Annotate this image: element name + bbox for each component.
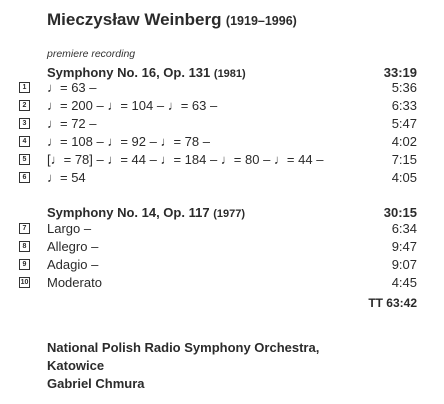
track-row [19, 134, 417, 151]
track-row [19, 257, 417, 274]
track-time: 5:47 [391, 116, 417, 131]
track-title: ♩= 200 – ♩= 104 – ♩= 63 – [47, 98, 218, 113]
track-time: 4:45 [391, 275, 417, 290]
track-number: 3 [19, 118, 30, 129]
track-time: 9:07 [391, 257, 417, 272]
track-time: 7:15 [391, 152, 417, 167]
track-number: 2 [19, 100, 30, 111]
work-title-group [47, 65, 246, 80]
track-row [19, 80, 417, 97]
track-number: 9 [19, 259, 30, 270]
track-title: ♩= 63 – [47, 80, 97, 95]
work-title-group [47, 205, 245, 220]
premiere-note: premiere recording [47, 48, 136, 60]
track-number: 5 [19, 154, 30, 165]
track-number: 4 [19, 136, 30, 147]
track-time: 4:02 [391, 134, 417, 149]
track-time: 6:34 [391, 221, 417, 236]
track-row [19, 152, 417, 169]
track-row [19, 116, 417, 133]
composer-heading [47, 10, 297, 30]
track-time: 9:47 [391, 239, 417, 254]
track-title: ♩= 108 – ♩= 92 – ♩= 78 – [47, 134, 210, 149]
track-number: 7 [19, 223, 30, 234]
track-number: 6 [19, 172, 30, 183]
performers [47, 339, 319, 393]
track-time: 4:05 [391, 170, 417, 185]
composer-dates: (1919–1996) [225, 14, 297, 28]
track-row [19, 239, 417, 256]
track-title: Largo – [47, 221, 92, 236]
track-row [19, 275, 417, 292]
track-time: 5:36 [391, 80, 417, 95]
track-number: 8 [19, 241, 30, 252]
track-title: Adagio – [47, 257, 99, 272]
track-time: 6:33 [391, 98, 417, 113]
work-total-time: 30:15 [383, 205, 417, 220]
total-time: TT 63:42 [368, 296, 417, 310]
conductor-name: Gabriel Chmura [47, 376, 145, 391]
work-year: (1981) [213, 68, 246, 80]
track-number: 10 [20, 279, 29, 286]
orchestra-city: Katowice [47, 358, 105, 373]
work-title: Symphony No. 16, Op. 131 [47, 65, 211, 80]
track-row [19, 170, 417, 187]
work-total-time: 33:19 [383, 65, 417, 80]
track-row [19, 221, 417, 238]
orchestra-name: National Polish Radio Symphony Orchestra, [47, 340, 320, 355]
track-title: ♩= 72 – [47, 116, 97, 131]
composer-name: Mieczysław Weinberg [47, 10, 222, 29]
track-row [19, 98, 417, 115]
track-title: Allegro – [47, 239, 99, 254]
track-number: 1 [19, 82, 30, 93]
track-title: Moderato [47, 275, 102, 290]
track-title: ♩= 54 [47, 170, 86, 185]
track-title: [♩= 78] – ♩= 44 – ♩= 184 – ♩= 80 – ♩= 44 – [47, 152, 324, 167]
work-year: (1977) [213, 208, 245, 220]
work-title: Symphony No. 14, Op. 117 [47, 205, 210, 220]
